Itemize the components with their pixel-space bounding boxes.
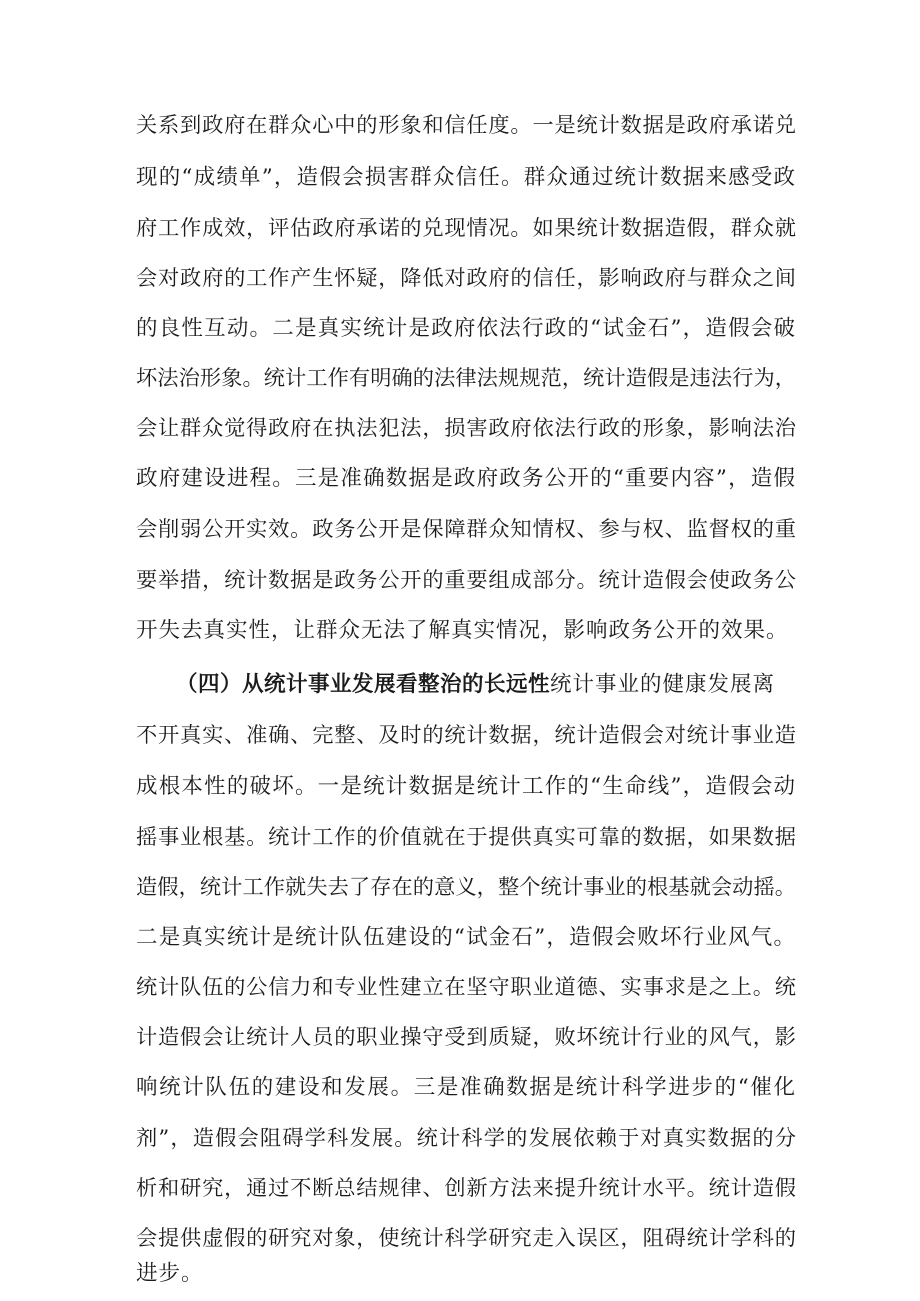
body-text-line: 现的“成绩单”，造假会损害群众信任。群众通过统计数据来感受政	[136, 165, 796, 190]
body-text-line: 剂”，造假会阻碍学科发展。统计科学的发展依赖于对真实数据的分	[136, 1126, 796, 1151]
body-text-line: 析和研究，通过不断总结规律、创新方法来提升统计水平。统计造假	[136, 1176, 796, 1201]
body-text-line: 不开真实、准确、完整、及时的统计数据，统计造假会对统计事业造	[136, 723, 796, 748]
body-text-line: 会让群众觉得政府在执法犯法，损害政府依法行政的形象，影响法治	[136, 416, 796, 441]
body-text-line: 成根本性的破坏。一是统计数据是统计工作的“生命线”，造假会动	[136, 774, 796, 799]
body-text-line: 造假，统计工作就失去了存在的意义，整个统计事业的根基就会动摇。	[136, 875, 796, 900]
body-text-line: 计造假会让统计人员的职业操守受到质疑，败坏统计行业的风气，影	[136, 1025, 796, 1050]
body-text-line: 关系到政府在群众心中的形象和信任度。一是统计数据是政府承诺兑	[136, 113, 796, 138]
body-text-line: 摇事业根基。统计工作的价值就在于提供真实可靠的数据，如果数据	[136, 825, 796, 850]
body-text-line: 响统计队伍的建设和发展。三是准确数据是统计科学进步的“催化	[136, 1075, 796, 1100]
body-text-line: 会削弱公开实效。政务公开是保障群众知情权、参与权、监督权的重	[136, 517, 796, 542]
section-heading-line	[176, 665, 796, 705]
body-text-line: 要举措，统计数据是政务公开的重要组成部分。统计造假会使政务公	[136, 568, 796, 593]
body-text-line: 开失去真实性，让群众无法了解真实情况，影响政务公开的效果。	[136, 618, 789, 643]
body-text-line: 进步。	[136, 1261, 204, 1286]
body-text-line: 坏法治形象。统计工作有明确的法律法规规范，统计造假是违法行为，	[136, 366, 796, 391]
body-text-line: 会对政府的工作产生怀疑，降低对政府的信任，影响政府与群众之间	[136, 266, 796, 291]
body-text-line: 二是真实统计是统计队伍建设的“试金石”，造假会败坏行业风气。	[136, 925, 796, 950]
body-text-line: 政府建设进程。三是准确数据是政府政务公开的“重要内容”，造假	[136, 466, 796, 491]
section-heading: （四）从统计事业发展看整治的长远性	[176, 672, 551, 697]
section-heading-continuation: 统计事业的健康发展离	[550, 672, 776, 697]
body-text-line: 会提供虚假的研究对象，使统计科学研究走入误区，阻碍统计学科的	[136, 1226, 796, 1251]
body-text-line: 统计队伍的公信力和专业性建立在坚守职业道德、实事求是之上。统	[136, 975, 796, 1000]
body-text-line: 的良性互动。二是真实统计是政府依法行政的“试金石”，造假会破	[136, 316, 796, 341]
body-text-line: 府工作成效，评估政府承诺的兑现情况。如果统计数据造假，群众就	[136, 216, 796, 241]
